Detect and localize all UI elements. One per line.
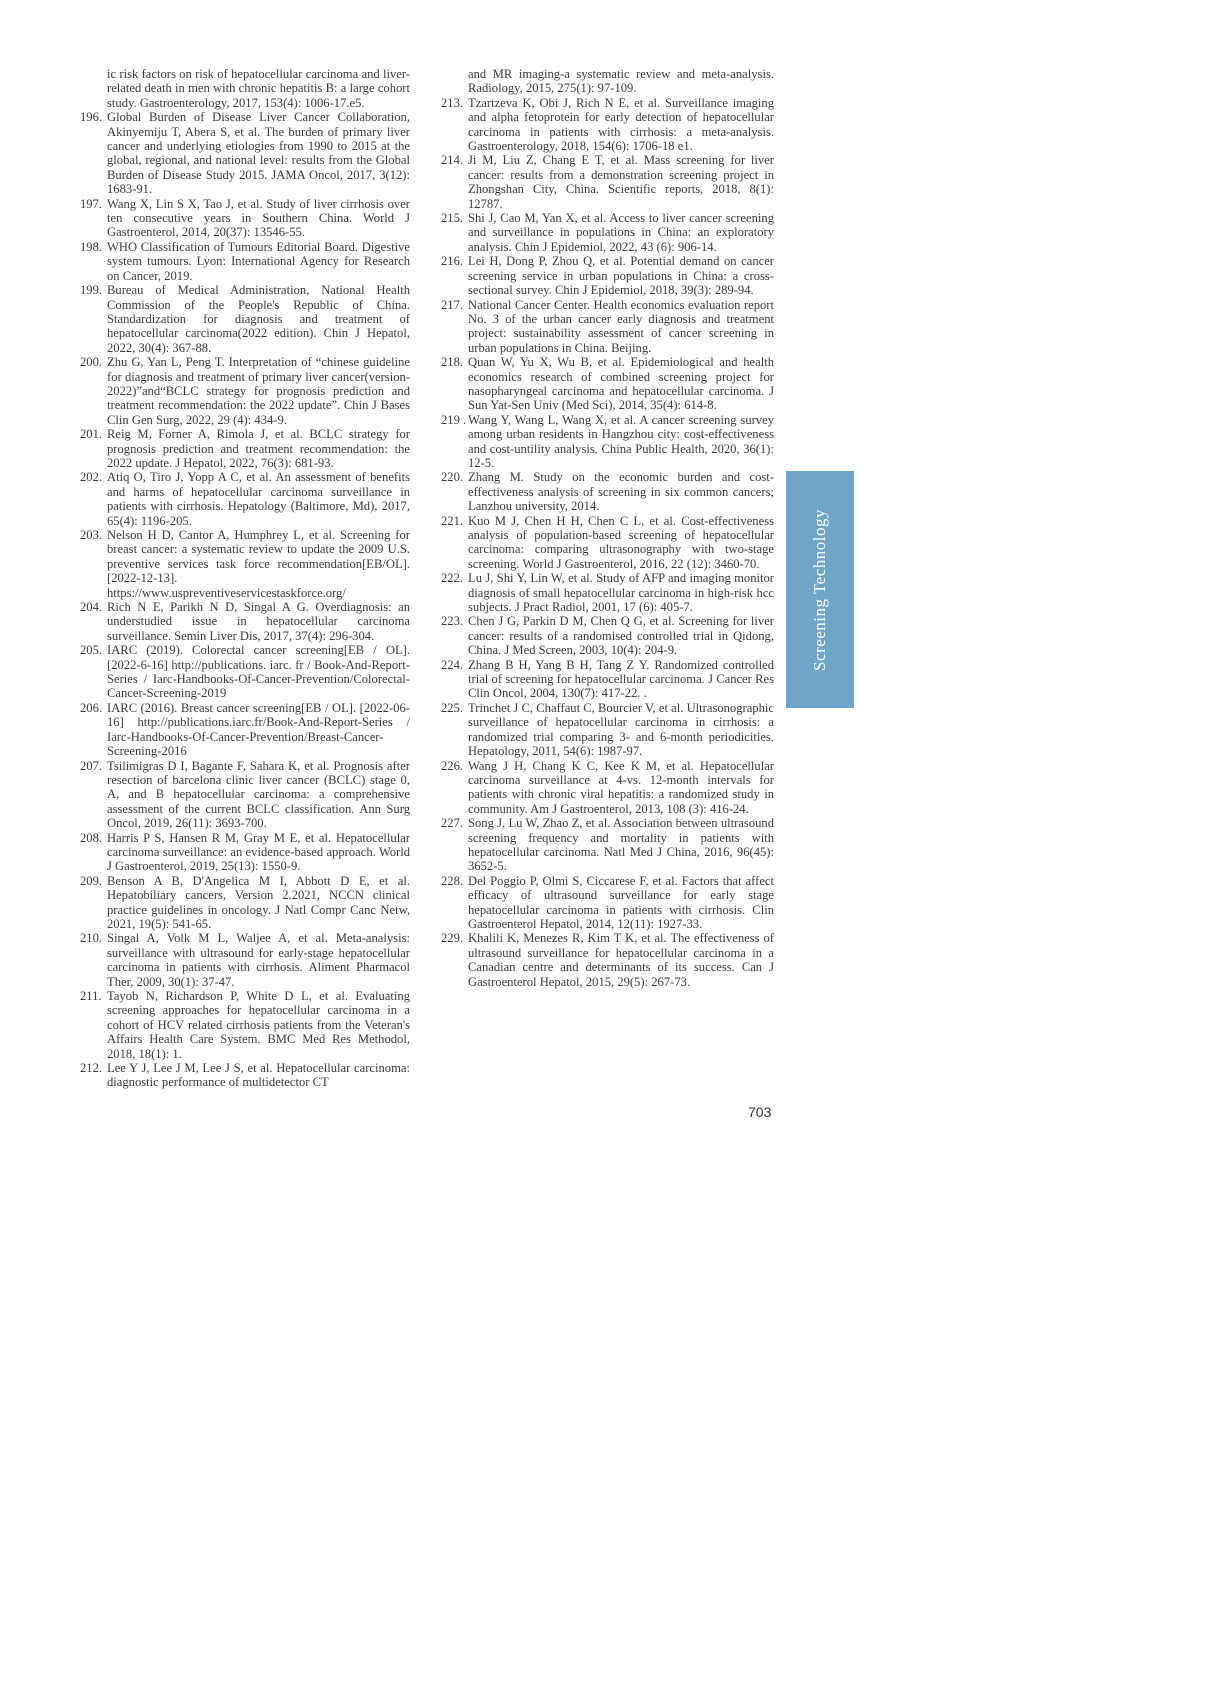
reference-number: 214.: [441, 153, 464, 168]
reference-entry: [441, 614, 774, 657]
reference-text: Harris P S, Hansen R M, Gray M E, et al. Hepatocellular carcinoma surveillance: an evidence-based approach. World J Gastroenterol, 2019, 25(13): 1550-9.: [107, 830, 410, 874]
reference-number: 210.: [80, 931, 103, 946]
reference-entry: [441, 759, 774, 817]
reference-text: Wang X, Lin S X, Tao J, et al. Study of liver cirrhosis over ten consecutive years in Southern China. World J Gastroenterol, 2014, 20(37): 13546-55.: [107, 196, 410, 240]
reference-text: Rich N E, Parikh N D, Singal A G. Overdiagnosis: an understudied issue in hepatocellular carcinoma surveillance. Semin Liver Dis, 2017, 37(4): 296-304.: [107, 600, 410, 643]
reference-text: Lu J, Shi Y, Lin W, et al. Study of AFP and imaging monitor diagnosis of small hepatocellular carcinoma in high-risk hcc subjects. J Pract Radiol, 2001, 17 (6): 405-7.: [468, 571, 774, 615]
reference-text: Lee Y J, Lee J M, Lee J S, et al. Hepatocellular carcinoma: diagnostic performance of multidetector CT: [107, 1061, 410, 1090]
reference-number: 219 .: [441, 412, 467, 427]
reference-number: 203.: [80, 528, 103, 542]
reference-entry: [441, 96, 774, 154]
reference-text: and MR imaging-a systematic review and meta-analysis. Radiology, 2015, 275(1): 97-109.: [468, 67, 774, 96]
reference-number: 200.: [80, 355, 103, 370]
reference-text: IARC (2016). Breast cancer screening[EB / OL]. [2022-06-16] http://publications.iarc.fr/Book-And-Report-Series / Iarc-Handbooks-Of-Cancer-Prevention/Breast-Cancer-Screening-2016: [107, 700, 410, 759]
reference-entry: [441, 701, 774, 759]
reference-number: 224.: [441, 657, 464, 672]
reference-entry: [441, 816, 774, 874]
reference-number: 223.: [441, 614, 464, 629]
reference-entry: [80, 197, 410, 240]
reference-entry: [441, 211, 774, 254]
reference-text: Singal A, Volk M L, Waljee A, et al. Meta-analysis: surveillance with ultrasound for early-stage hepatocellular carcinoma in patients with cirrhosis. Aliment Pharmacol Ther, 2009, 30(1): 37-47.: [107, 931, 410, 989]
reference-entry: [80, 240, 410, 283]
reference-entry: [80, 67, 410, 110]
reference-number: 207.: [80, 758, 103, 773]
reference-text: Ji M, Liu Z, Chang E T, et al. Mass screening for liver cancer: results from a demonstration screening project in Zhongshan City, China. Scientific reports, 2018, 8(1): 12787.: [468, 153, 774, 211]
reference-number: 198.: [80, 239, 103, 254]
reference-entry: [441, 514, 774, 572]
reference-entry: [441, 931, 774, 989]
reference-number: 197.: [80, 196, 103, 211]
reference-number: 199.: [80, 283, 103, 298]
reference-entry: [80, 931, 410, 989]
reference-number: 215.: [441, 211, 464, 226]
reference-text: Zhu G, Yan L, Peng T. Interpretation of “chinese guideline for diagnosis and treatment of primary liver cancer(version-2022)”and“BCLC strategy for prognosis prediction and treatment recommendation: the 2022 update”. Chin J Bases Clin Gen Surg, 2022, 29 (4): 434-9.: [107, 355, 410, 427]
reference-number: 213.: [441, 95, 464, 110]
reference-entry: [80, 874, 410, 932]
reference-text: Reig M, Forner A, Rimola J, et al. BCLC strategy for prognosis prediction and treatment recommendation: the 2022 update. J Hepatol, 2022, 76(3): 681-93.: [107, 427, 410, 470]
reference-text: Tzartzeva K, Obi J, Rich N E, et al. Surveillance imaging and alpha fetoprotein for early detection of hepatocellular carcinoma in patients with cirrhosis: a meta-analysis. Gastroenterology, 2018, 154(6): 1706-18 e1.: [468, 95, 774, 154]
reference-number: 212.: [80, 1061, 103, 1076]
reference-entry: [441, 67, 774, 96]
reference-number: 209.: [80, 873, 103, 888]
reference-number: 206.: [80, 700, 103, 715]
reference-entry: [80, 427, 410, 470]
reference-number: 221.: [441, 513, 464, 528]
reference-text: Nelson H D, Cantor A, Humphrey L, et al. Screening for breast cancer: a systematic review to update the 2009 U.S. preventive services task force recommendation[EB/OL]. [2022-12-13]. https://www.uspreventiveservicestaskforce.org/: [107, 528, 410, 600]
reference-number: 228.: [441, 873, 464, 888]
reference-entry: [80, 528, 410, 600]
reference-text: Atiq O, Tiro J, Yopp A C, et al. An assessment of benefits and harms of hepatocellular carcinoma surveillance in patients with cirrhosis. Hepatology (Baltimore, Md), 2017, 65(4): 1196-205.: [107, 470, 410, 528]
reference-entry: [80, 355, 410, 427]
section-side-tab: [786, 471, 854, 708]
reference-number: 208.: [80, 830, 103, 845]
reference-number: 211.: [80, 989, 102, 1003]
reference-entry: [80, 600, 410, 643]
reference-text: Benson A B, D'Angelica M I, Abbott D E, et al. Hepatobiliary cancers, Version 2.2021, NCCN clinical practice guidelines in oncology. J Natl Compr Canc Netw, 2021, 19(5): 541-65.: [107, 873, 410, 931]
reference-number: 218.: [441, 355, 464, 370]
reference-entry: [80, 110, 410, 196]
reference-text: Lei H, Dong P, Zhou Q, et al. Potential demand on cancer screening service in urban populations in China: a cross-sectional survey. Chin J Epidemiol, 2018, 39(3): 289-94.: [468, 254, 774, 298]
reference-text: National Cancer Center. Health economics evaluation report No. 3 of the urban cancer early diagnosis and treatment project: sustainability assessment of cancer screening in urban populations in China. Beijing.: [468, 297, 774, 355]
reference-text: Song J, Lu W, Zhao Z, et al. Association between ultrasound screening frequency and mortality in patients with hepatocellular carcinoma. Natl Med J China, 2016, 96(45): 3652-5.: [468, 816, 774, 874]
reference-number: 204.: [80, 600, 103, 615]
reference-number: 225.: [441, 700, 464, 715]
reference-column-right: [441, 67, 774, 989]
reference-text: Tsilimigras D I, Bagante F, Sahara K, et al. Prognosis after resection of barcelona clinic liver cancer (BCLC) stage 0, A, and B hepatocellular carcinoma: a comprehensive assessment of the current BCLC classification. Ann Surg Oncol, 2019, 26(11): 3693-700.: [107, 758, 410, 831]
reference-entry: [441, 874, 774, 932]
reference-text: Shi J, Cao M, Yan X, et al. Access to liver cancer screening and surveillance in populations in China: an exploratory analysis. Chin J Epidemiol, 2022, 43 (6): 906-14.: [468, 211, 774, 254]
reference-number: 222.: [441, 571, 464, 586]
reference-entry: [80, 643, 410, 701]
reference-entry: [441, 658, 774, 701]
reference-entry: [441, 355, 774, 413]
reference-number: 227.: [441, 816, 464, 831]
reference-text: Bureau of Medical Administration, National Health Commission of the People's Republic of China. Standardization for diagnosis and treatment of hepatocellular carcinoma(2022 edition). Chin J Hepatol, 2022, 30(4): 367-88.: [107, 283, 410, 355]
reference-text: Zhang M. Study on the economic burden and cost-effectiveness analysis of screening in six common cancers; Lanzhou university, 2014.: [468, 470, 774, 514]
reference-text: Khalili K, Menezes R, Kim T K, et al. The effectiveness of ultrasound surveillance for hepatocellular carcinoma in a Canadian centre and determinants of its success. Can J Gastroenterol Hepatol, 2015, 29(5): 267-73.: [468, 931, 774, 989]
reference-text: Del Poggio P, Olmi S, Ciccarese F, et al. Factors that affect efficacy of ultrasound surveillance for early stage hepatocellular carcinoma in patients with cirrhosis. Clin Gastroenterol Hepatol, 2014, 12(11): 1927-33.: [468, 873, 774, 931]
reference-number: 196.: [80, 110, 103, 125]
reference-text: Wang J H, Chang K C, Kee K M, et al. Hepatocellular carcinoma surveillance at 4-vs. 12-month intervals for patients with chronic viral hepatitis: a randomized study in community. Am J Gastroenterol, 2013, 108 (3): 416-24.: [468, 758, 774, 816]
reference-entry: [441, 254, 774, 297]
reference-number: 226.: [441, 758, 464, 773]
reference-number: 216.: [441, 254, 464, 269]
reference-entry: [441, 413, 774, 471]
reference-text: Chen J G, Parkin D M, Chen Q G, et al. Screening for liver cancer: results of a randomised controlled trial in Qidong, China. J Med Screen, 2003, 10(4): 204-9.: [468, 614, 774, 658]
reference-entry: [441, 153, 774, 211]
reference-number: 220.: [441, 470, 464, 485]
reference-text: Trinchet J C, Chaffaut C, Bourcier V, et al. Ultrasonographic surveillance of hepatocellular carcinoma in cirrhosis: a randomized trial comparing 3- and 6-month periodicities. Hepatology, 2011, 54(6): 1987-97.: [468, 700, 774, 759]
reference-entry: [80, 989, 410, 1061]
reference-entry: [80, 470, 410, 528]
reference-entry: [441, 571, 774, 614]
reference-entry: [441, 470, 774, 513]
reference-text: Global Burden of Disease Liver Cancer Collaboration, Akinyemiju T, Abera S, et al. The burden of primary liver cancer and underlying etiologies from 1990 to 2015 at the global, regional, and national level: results from the Global Burden of Disease Study 2015. JAMA Oncol, 2017, 3(12): 1683-91.: [107, 110, 410, 197]
reference-number: 217.: [441, 297, 464, 312]
reference-entry: [80, 701, 410, 759]
reference-text: WHO Classification of Tumours Editorial Board. Digestive system tumours. Lyon: International Agency for Research on Cancer, 2019.: [107, 239, 410, 283]
reference-text: Kuo M J, Chen H H, Chen C L, et al. Cost-effectiveness analysis of population-based screening of hepatocellular carcinoma: comparing ultrasonography with two-stage screening. World J Gastroenterol, 2016, 22 (12): 3460-70.: [468, 513, 774, 571]
reference-text: Zhang B H, Yang B H, Tang Z Y. Randomized controlled trial of screening for hepatocellular carcinoma. J Cancer Res Clin Oncol, 2004, 130(7): 417-22. .: [468, 657, 774, 701]
section-side-tab-label: Screening Technology: [810, 508, 829, 671]
reference-number: 201.: [80, 427, 103, 442]
reference-entry: [441, 298, 774, 356]
reference-column-left: [80, 67, 410, 1090]
reference-number: 205.: [80, 643, 103, 658]
reference-text: ic risk factors on risk of hepatocellular carcinoma and liver-related death in men with chronic hepatitis B: a large cohort study. Gastroenterology, 2017, 153(4): 1006-17.e5.: [107, 67, 410, 110]
page-number: 703: [748, 1104, 772, 1120]
reference-text: Tayob N, Richardson P, White D L, et al. Evaluating screening approaches for hepatocellular carcinoma in a cohort of HCV related cirrhosis patients from the Veteran's Affairs Health Care System. BMC Med Res Methodol, 2018, 18(1): 1.: [107, 989, 410, 1061]
reference-text: Quan W, Yu X, Wu B, et al. Epidemiological and health economics research of combined screening project for nasopharyngeal carcinoma and hepatocellular carcinoma. J Sun Yat-Sen Univ (Med Sci), 2014, 35(4): 614-8.: [468, 355, 774, 413]
reference-number: 229.: [441, 931, 464, 946]
reference-entry: [80, 759, 410, 831]
reference-entry: [80, 1061, 410, 1090]
reference-entry: [80, 283, 410, 355]
reference-text: Wang Y, Wang L, Wang X, et al. A cancer screening survey among urban residents in Hangzhou city: cost-effectiveness and cost-untility analysis. China Public Health, 2020, 36(1): 12-5.: [468, 412, 774, 470]
reference-text: IARC (2019). Colorectal cancer screening[EB / OL]. [2022-6-16] http://publications. iarc. fr / Book-And-Report-Series / Iarc-Handbooks-Of-Cancer-Prevention/Colorectal-Cancer-Screening-2019: [107, 643, 410, 701]
reference-entry: [80, 831, 410, 874]
reference-number: 202.: [80, 470, 103, 485]
